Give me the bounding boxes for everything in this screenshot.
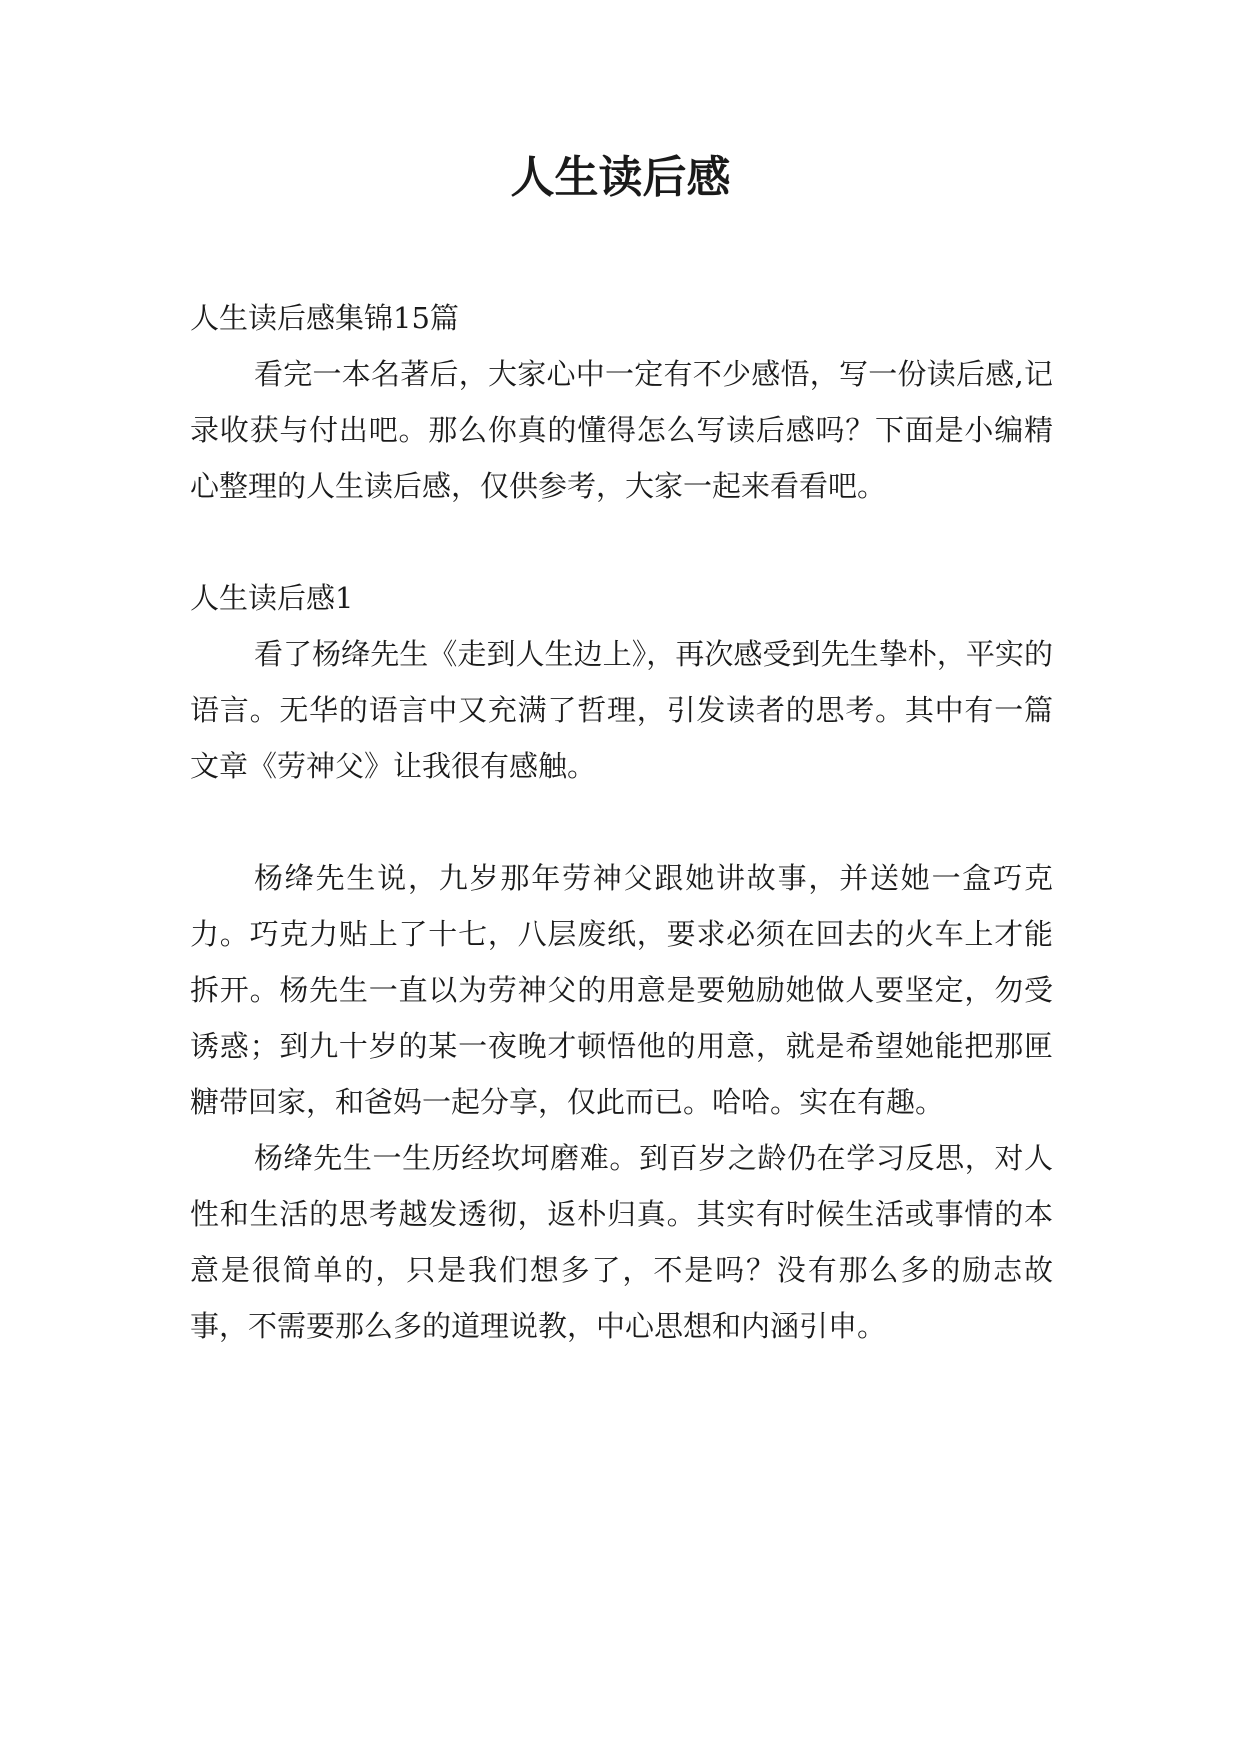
- document-body: [190, 290, 1053, 1354]
- collection-heading: 人生读后感集锦15篇: [190, 301, 459, 335]
- body-paragraph: 杨绛先生一生历经坎坷磨难。到百岁之龄仍在学习反思，对人性和生活的思考越发透彻，返朴归真。其实有时候生活或事情的本意是很简单的，只是我们想多了，不是吗？没有那么多的励志故事，不需要那么多的道理说教，中心思想和内涵引申。: [190, 1141, 1053, 1343]
- body-paragraph: 杨绛先生说，九岁那年劳神父跟她讲故事，并送她一盒巧克力。巧克力贴上了十七，八层废纸，要求必须在回去的火车上才能拆开。杨先生一直以为劳神父的用意是要勉励她做人要坚定，勿受诱惑；到九十岁的某一夜晚才顿悟他的用意，就是希望她能把那匣糖带回家，和爸妈一起分享，仅此而已。哈哈。实在有趣。: [190, 861, 1053, 1119]
- section-spacer: [190, 514, 1053, 570]
- paragraph-spacer: [190, 794, 1053, 850]
- section-heading: 人生读后感1: [190, 581, 354, 615]
- intro-paragraph: 看完一本名著后，大家心中一定有不少感悟，写一份读后感,记录收获与付出吧。那么你真的懂得怎么写读后感吗？下面是小编精心整理的人生读后感，仅供参考，大家一起来看看吧。: [190, 357, 1053, 503]
- body-paragraph: 看了杨绛先生《走到人生边上》，再次感受到先生挚朴，平实的语言。无华的语言中又充满了哲理，引发读者的思考。其中有一篇文章《劳神父》让我很有感触。: [190, 637, 1053, 783]
- document-title: 人生读后感: [510, 152, 731, 203]
